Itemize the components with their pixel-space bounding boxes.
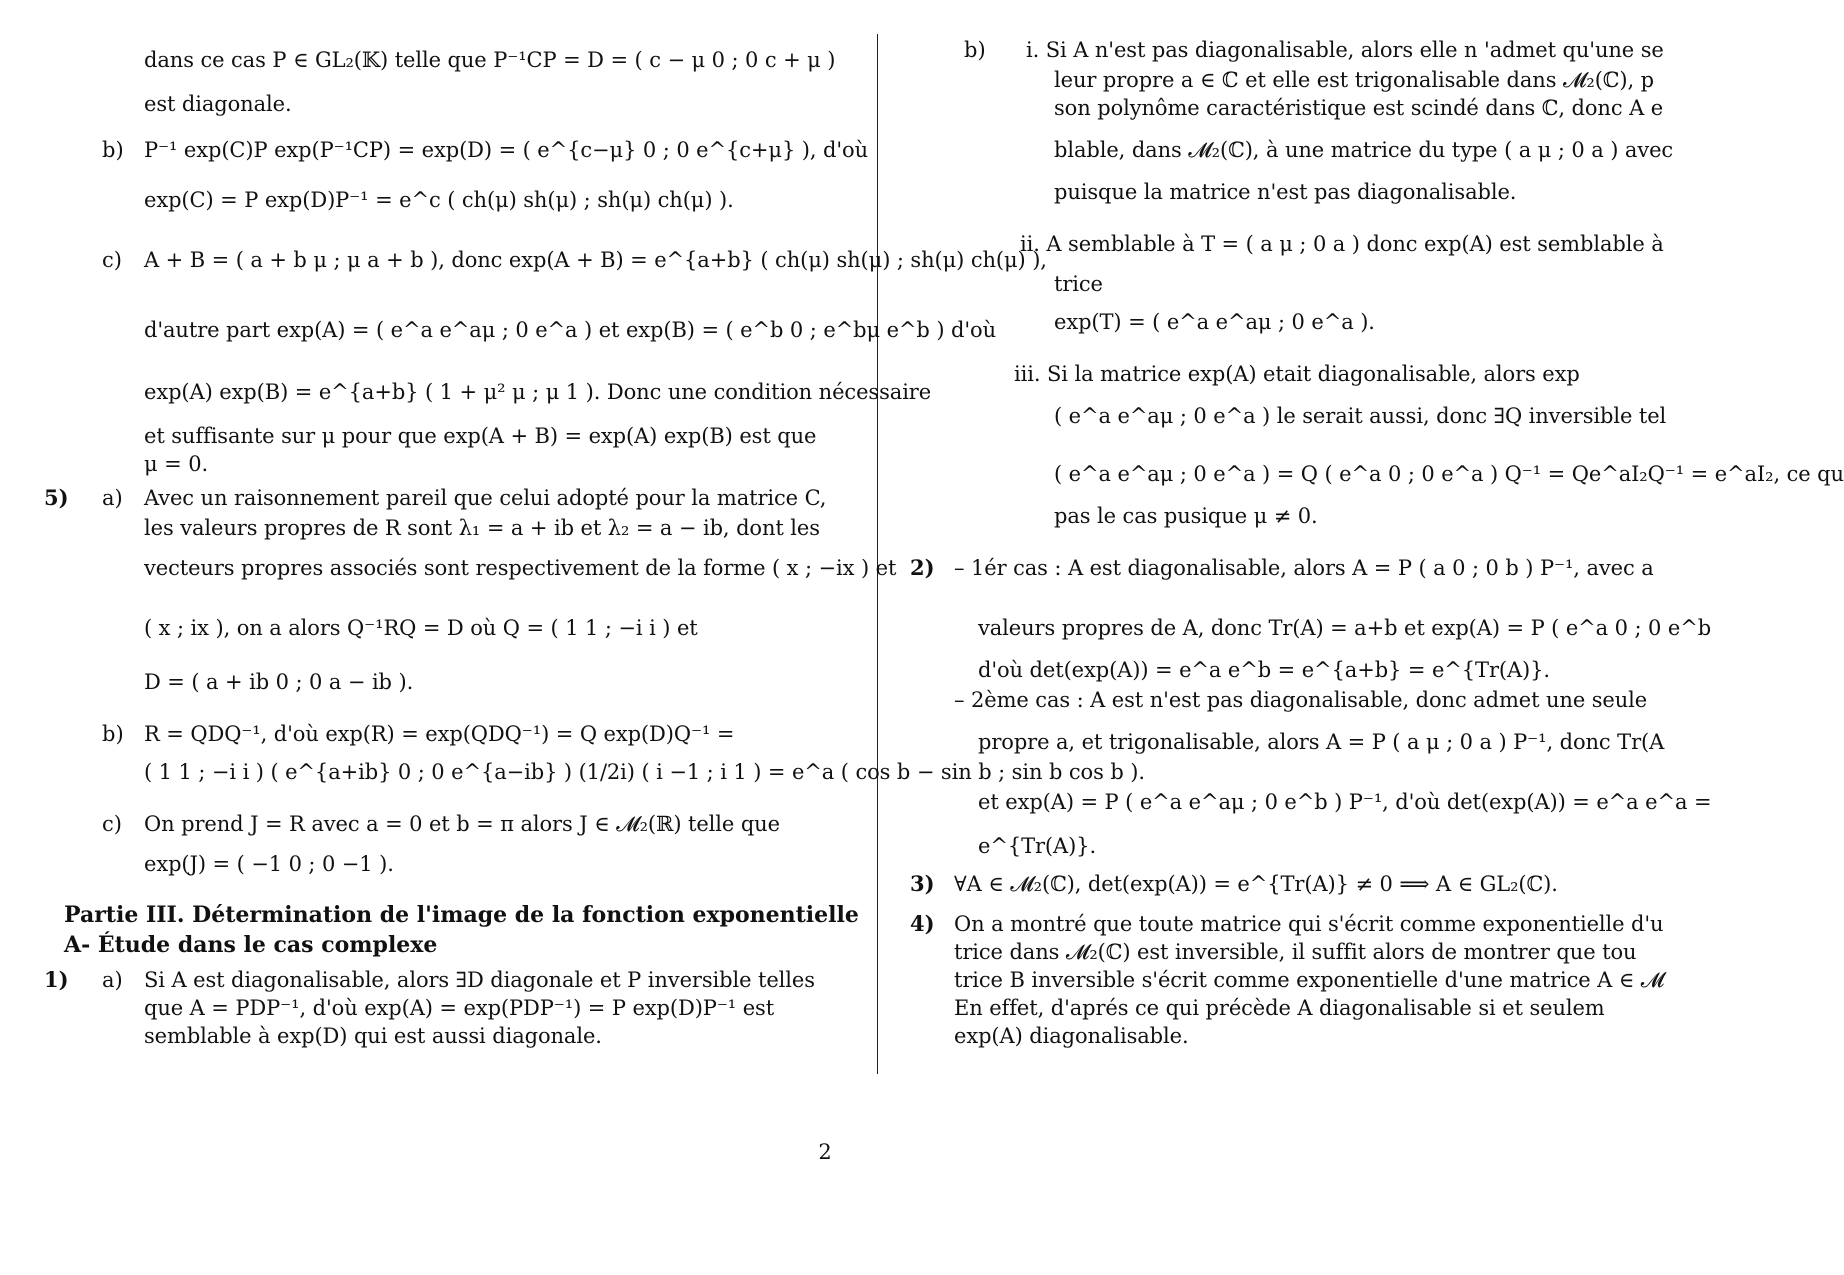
item-label: c) (102, 248, 122, 272)
text-line: P⁻¹ exp(C)P exp(P⁻¹CP) = exp(D) = ( e^{c−μ} 0 ; 0 e^{c+μ} ), d'où (144, 138, 869, 162)
question-number: 5) (44, 485, 69, 510)
item-label: b) (964, 38, 986, 62)
text-line: ( 1 1 ; −i i ) ( e^{a+ib} 0 ; 0 e^{a−ib} ) (1/2i) ( i −1 ; i 1 ) = e^a ( cos b − sin b ; sin b cos b ). (144, 760, 1145, 784)
text-line: iii. Si la matrice exp(A) etait diagonalisable, alors exp (1014, 362, 1580, 386)
text-line: exp(A) exp(B) = e^{a+b} ( 1 + μ² μ ; μ 1 ). Donc une condition nécessaire (144, 380, 932, 404)
text-line: d'où det(exp(A)) = e^a e^b = e^{a+b} = e^{Tr(A)}. (978, 658, 1550, 682)
page-number: 2 (818, 1140, 832, 1164)
text-line: A + B = ( a + b μ ; μ a + b ), donc exp(A + B) = e^{a+b} ( ch(μ) sh(μ) ; sh(μ) ch(μ) ), (144, 248, 1047, 272)
question-number: 1) (44, 967, 69, 992)
text-line: trice B inversible s'écrit comme exponentielle d'une matrice A ∈ 𝓜 (954, 968, 1665, 992)
item-label: a) (102, 968, 123, 992)
text-line: – 1ér cas : A est diagonalisable, alors A = P ( a 0 ; 0 b ) P⁻¹, avec a (954, 556, 1654, 580)
text-line: blable, dans 𝓜₂(ℂ), à une matrice du type ( a μ ; 0 a ) avec (1054, 138, 1674, 162)
text-line: R = QDQ⁻¹, d'où exp(R) = exp(QDQ⁻¹) = Q exp(D)Q⁻¹ = (144, 722, 735, 746)
text-line: – 2ème cas : A est n'est pas diagonalisable, donc admet une seule (954, 688, 1648, 712)
text-line: En effet, d'aprés ce qui précède A diagonalisable si et seulem (954, 996, 1605, 1020)
item-label: b) (102, 722, 124, 746)
text-line: ( x ; ix ), on a alors Q⁻¹RQ = D où Q = ( 1 1 ; −i i ) et (144, 616, 698, 640)
text-line: ∀A ∈ 𝓜₂(ℂ), det(exp(A)) = e^{Tr(A)} ≠ 0 ⟹ A ∈ GL₂(ℂ). (954, 872, 1558, 896)
text-line: valeurs propres de A, donc Tr(A) = a+b et exp(A) = P ( e^a 0 ; 0 e^b (978, 616, 1712, 640)
column-divider (877, 34, 878, 1074)
text-line: On prend J = R avec a = 0 et b = π alors J ∈ 𝓜₂(ℝ) telle que (144, 812, 780, 836)
text-line: que A = PDP⁻¹, d'où exp(A) = exp(PDP⁻¹) = P exp(D)P⁻¹ est (144, 996, 775, 1020)
text-line: D = ( a + ib 0 ; 0 a − ib ). (144, 670, 414, 694)
question-number: 3) (910, 871, 935, 896)
text-line: propre a, et trigonalisable, alors A = P ( a μ ; 0 a ) P⁻¹, donc Tr(A (978, 730, 1665, 754)
item-label: a) (102, 486, 123, 510)
text-line: i. Si A n'est pas diagonalisable, alors elle n 'admet qu'une se (1026, 38, 1664, 62)
text-line: et suffisante sur μ pour que exp(A + B) = exp(A) exp(B) est que (144, 424, 817, 448)
text-line: et exp(A) = P ( e^a e^aμ ; 0 e^b ) P⁻¹, d'où det(exp(A)) = e^a e^a = (978, 790, 1712, 814)
item-label: c) (102, 812, 122, 836)
text-line: puisque la matrice n'est pas diagonalisable. (1054, 180, 1517, 204)
text-line: On a montré que toute matrice qui s'écrit comme exponentielle d'u (954, 912, 1664, 936)
item-label: b) (102, 138, 124, 162)
text-line: les valeurs propres de R sont λ₁ = a + ib et λ₂ = a − ib, dont les (144, 516, 820, 540)
subsection-heading: A- Étude dans le cas complexe (64, 932, 438, 958)
text-line: trice (1054, 272, 1103, 296)
section-heading: Partie III. Détermination de l'image de la fonction exponentielle (64, 902, 859, 928)
text-line: dans ce cas P ∈ GL₂(𝕂) telle que P⁻¹CP = D = ( c − μ 0 ; 0 c + μ ) (144, 48, 836, 72)
text-line: ( e^a e^aμ ; 0 e^a ) = Q ( e^a 0 ; 0 e^a ) Q⁻¹ = Qe^aI₂Q⁻¹ = e^aI₂, ce qu (1054, 462, 1844, 486)
question-number: 4) (910, 911, 935, 936)
text-line: leur propre a ∈ ℂ et elle est trigonalisable dans 𝓜₂(ℂ), p (1054, 68, 1655, 92)
text-line: semblable à exp(D) qui est aussi diagonale. (144, 1024, 602, 1048)
text-line: exp(T) = ( e^a e^aμ ; 0 e^a ). (1054, 310, 1375, 334)
text-line: μ = 0. (144, 452, 209, 476)
text-line: Avec un raisonnement pareil que celui adopté pour la matrice C, (144, 486, 827, 510)
text-line: exp(C) = P exp(D)P⁻¹ = e^c ( ch(μ) sh(μ) ; sh(μ) ch(μ) ). (144, 188, 734, 212)
text-line: ( e^a e^aμ ; 0 e^a ) le serait aussi, donc ∃Q inversible tel (1054, 404, 1667, 428)
text-line: exp(J) = ( −1 0 ; 0 −1 ). (144, 852, 394, 876)
text-line: e^{Tr(A)}. (978, 834, 1097, 858)
text-line: ii. A semblable à T = ( a μ ; 0 a ) donc exp(A) est semblable à (1020, 232, 1664, 256)
text-line: exp(A) diagonalisable. (954, 1024, 1189, 1048)
text-line: pas le cas pusique μ ≠ 0. (1054, 504, 1318, 528)
text-line: vecteurs propres associés sont respectivement de la forme ( x ; −ix ) et (144, 556, 897, 580)
text-line: Si A est diagonalisable, alors ∃D diagonale et P inversible telles (144, 968, 815, 992)
question-number: 2) (910, 555, 935, 580)
text-line: trice dans 𝓜₂(ℂ) est inversible, il suffit alors de montrer que tou (954, 940, 1637, 964)
text-line: d'autre part exp(A) = ( e^a e^aμ ; 0 e^a ) et exp(B) = ( e^b 0 ; e^bμ e^b ) d'où (144, 318, 996, 342)
right-column (908, 34, 1844, 1104)
text-line: son polynôme caractéristique est scindé dans ℂ, donc A e (1054, 96, 1664, 120)
text-line: est diagonale. (144, 92, 292, 116)
